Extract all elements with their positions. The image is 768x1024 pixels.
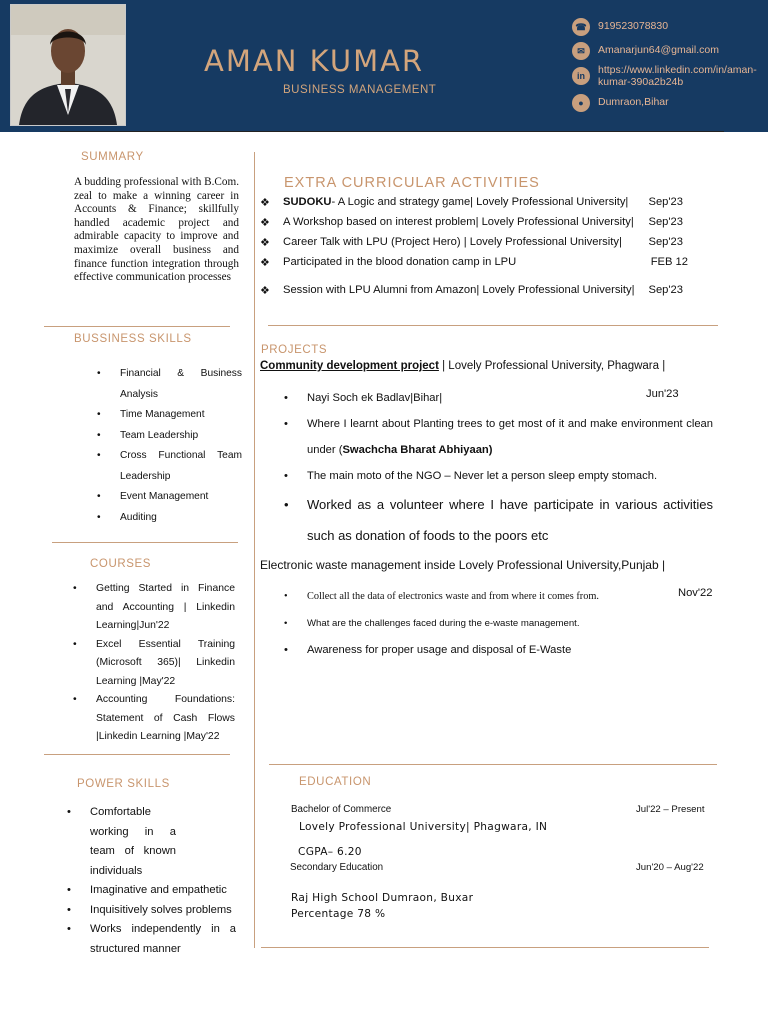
courses-heading: COURSES bbox=[90, 558, 152, 570]
degree-1-date: Jul'22 – Present bbox=[636, 804, 705, 815]
power-skills-heading: POWER SKILLS bbox=[77, 778, 170, 790]
list-item bbox=[260, 236, 700, 256]
location-icon: ● bbox=[572, 94, 590, 112]
degree-2-date: Jun'20 – Aug'22 bbox=[636, 862, 704, 873]
school-1: Lovely Professional University| Phagwara, IN bbox=[299, 821, 548, 833]
project-1-title-bold: Community development project bbox=[260, 360, 439, 372]
extra-item-date: Sep'23 bbox=[648, 216, 683, 228]
candidate-name: AMAN KUMAR bbox=[204, 44, 425, 78]
extra-divider bbox=[268, 325, 718, 326]
cgpa: CGPA– 6.20 bbox=[298, 846, 362, 858]
list-item: • Worked as a volunteer where I have participate in various activities such as donation of foods to the poors etc bbox=[281, 489, 713, 551]
list-item bbox=[260, 256, 700, 284]
list-item: • Cross Functional Team Leadership bbox=[94, 446, 242, 487]
extra-list bbox=[260, 196, 700, 304]
extra-item-text: - A Logic and strategy game| Lovely Professional University| bbox=[331, 196, 629, 208]
project-1-list bbox=[281, 385, 713, 551]
project-1-title-rest: | Lovely Professional University, Phagwara | bbox=[438, 360, 666, 372]
list-item: • Excel Essential Training (Microsoft 365)| Linkedin Learning |May'22 bbox=[70, 636, 235, 692]
projects-heading: PROJECTS bbox=[261, 344, 328, 356]
list-item: • Team Leadership bbox=[94, 426, 242, 447]
linkedin-icon: in bbox=[572, 67, 590, 85]
power-skills-list bbox=[64, 803, 236, 959]
list-item: • Financial & Business Analysis bbox=[94, 364, 242, 405]
diamond-bullet-icon: ❖ bbox=[260, 285, 270, 297]
extra-item-date: FEB 12 bbox=[650, 256, 688, 268]
education-divider-top bbox=[269, 764, 717, 765]
extra-item-date: Sep'23 bbox=[648, 236, 683, 248]
list-item: • What are the challenges faced during the e-waste management. bbox=[281, 611, 713, 638]
extra-item-text: Career Talk with LPU (Project Hero) | Lovely Professional University| bbox=[283, 236, 622, 248]
skills-divider bbox=[52, 542, 238, 543]
extra-item-bold: SUDOKU bbox=[283, 196, 332, 208]
extra-item-date: Sep'23 bbox=[648, 284, 683, 296]
courses-divider bbox=[44, 754, 230, 755]
project-2-date: Nov'22 bbox=[678, 587, 713, 599]
extra-item-date: Sep'23 bbox=[648, 196, 683, 208]
business-skills-heading: BUSSINESS SKILLS bbox=[74, 333, 192, 345]
contact-linkedin-text[interactable]: https://www.linkedin.com/in/aman-kumar-390a2b24b bbox=[598, 64, 757, 88]
candidate-role: BUSINESS MANAGEMENT bbox=[283, 84, 437, 96]
list-item bbox=[260, 284, 700, 304]
list-item: • Event Management bbox=[94, 487, 242, 508]
business-skills-list bbox=[94, 364, 242, 528]
extra-item-text: Session with LPU Alumni from Amazon| Lovely Professional University| bbox=[283, 284, 635, 296]
column-divider bbox=[254, 152, 255, 948]
diamond-bullet-icon: ❖ bbox=[260, 257, 270, 269]
school-2: Raj High School Dumraon, Buxar bbox=[291, 892, 474, 904]
extra-heading: EXTRA CURRICULAR ACTIVITIES bbox=[284, 175, 540, 191]
education-heading: EDUCATION bbox=[299, 776, 372, 788]
summary-text: A budding professional with B.Com. zeal to make a winning career in Accounts & Finance; skillfully handled academic project and admirable capacity to improve and maximize overall business and finance function integration through effective communication processes bbox=[74, 176, 239, 284]
project-2-list bbox=[281, 584, 713, 664]
project-1-title bbox=[260, 360, 665, 372]
list-item: • Accounting Foundations: Statement of Cash Flows |Linkedin Learning |May'22 bbox=[70, 691, 235, 747]
list-item: • Auditing bbox=[94, 508, 242, 529]
list-item: • Nayi Soch ek Badlav|Bihar| bbox=[281, 385, 713, 411]
extra-item-text: Participated in the blood donation camp in LPU bbox=[283, 256, 517, 268]
degree-2: Secondary Education bbox=[290, 862, 384, 873]
summary-divider bbox=[44, 326, 230, 327]
contact-location-text: Dumraon,Bihar bbox=[598, 96, 669, 108]
summary-heading: SUMMARY bbox=[81, 151, 144, 163]
extra-item-text: A Workshop based on interest problem| Lovely Professional University| bbox=[283, 216, 634, 228]
project-1-date: Jun'23 bbox=[646, 388, 679, 400]
list-item bbox=[260, 216, 700, 236]
list-item: • Awareness for proper usage and disposal of E-Waste bbox=[281, 637, 713, 664]
list-item: • The main moto of the NGO – Never let a person sleep empty stomach. bbox=[281, 463, 713, 489]
diamond-bullet-icon: ❖ bbox=[260, 237, 270, 249]
education-divider-bottom bbox=[261, 947, 709, 948]
list-item: • Works independently in a structured manner bbox=[64, 920, 236, 959]
list-item: • Comfortable working in a team of known individuals bbox=[64, 803, 236, 881]
header-banner bbox=[0, 0, 768, 132]
contact-phone-text: 919523078830 bbox=[598, 20, 669, 32]
project-1-bullet-bold: Swachcha Bharat Abhiyaan) bbox=[342, 444, 493, 456]
courses-list bbox=[70, 580, 235, 747]
email-icon: ✉ bbox=[572, 42, 590, 60]
list-item bbox=[281, 411, 713, 463]
percentage: Percentage 78 % bbox=[291, 908, 386, 920]
list-item: • Imaginative and empathetic bbox=[64, 881, 236, 901]
list-item: • Collect all the data of electronics waste and from where it comes from. bbox=[281, 584, 713, 611]
header-divider bbox=[60, 131, 724, 132]
list-item: • Time Management bbox=[94, 405, 242, 426]
list-item: • Inquisitively solves problems bbox=[64, 901, 236, 921]
contact-email-text[interactable]: Amanarjun64@gmail.com bbox=[598, 44, 719, 56]
project-1-bullet-text: Where I learnt about Planting trees to get most of it and make environment clean under ( bbox=[307, 418, 713, 456]
diamond-bullet-icon: ❖ bbox=[260, 217, 270, 229]
phone-icon: ☎ bbox=[572, 18, 590, 36]
list-item: • Getting Started in Finance and Accounting | Linkedin Learning|Jun'22 bbox=[70, 580, 235, 636]
degree-1: Bachelor of Commerce bbox=[291, 804, 392, 815]
project-2-title: Electronic waste management inside Lovely Professional University,Punjab | bbox=[260, 558, 666, 572]
list-item bbox=[260, 196, 700, 216]
profile-photo bbox=[10, 4, 126, 126]
diamond-bullet-icon: ❖ bbox=[260, 197, 270, 209]
